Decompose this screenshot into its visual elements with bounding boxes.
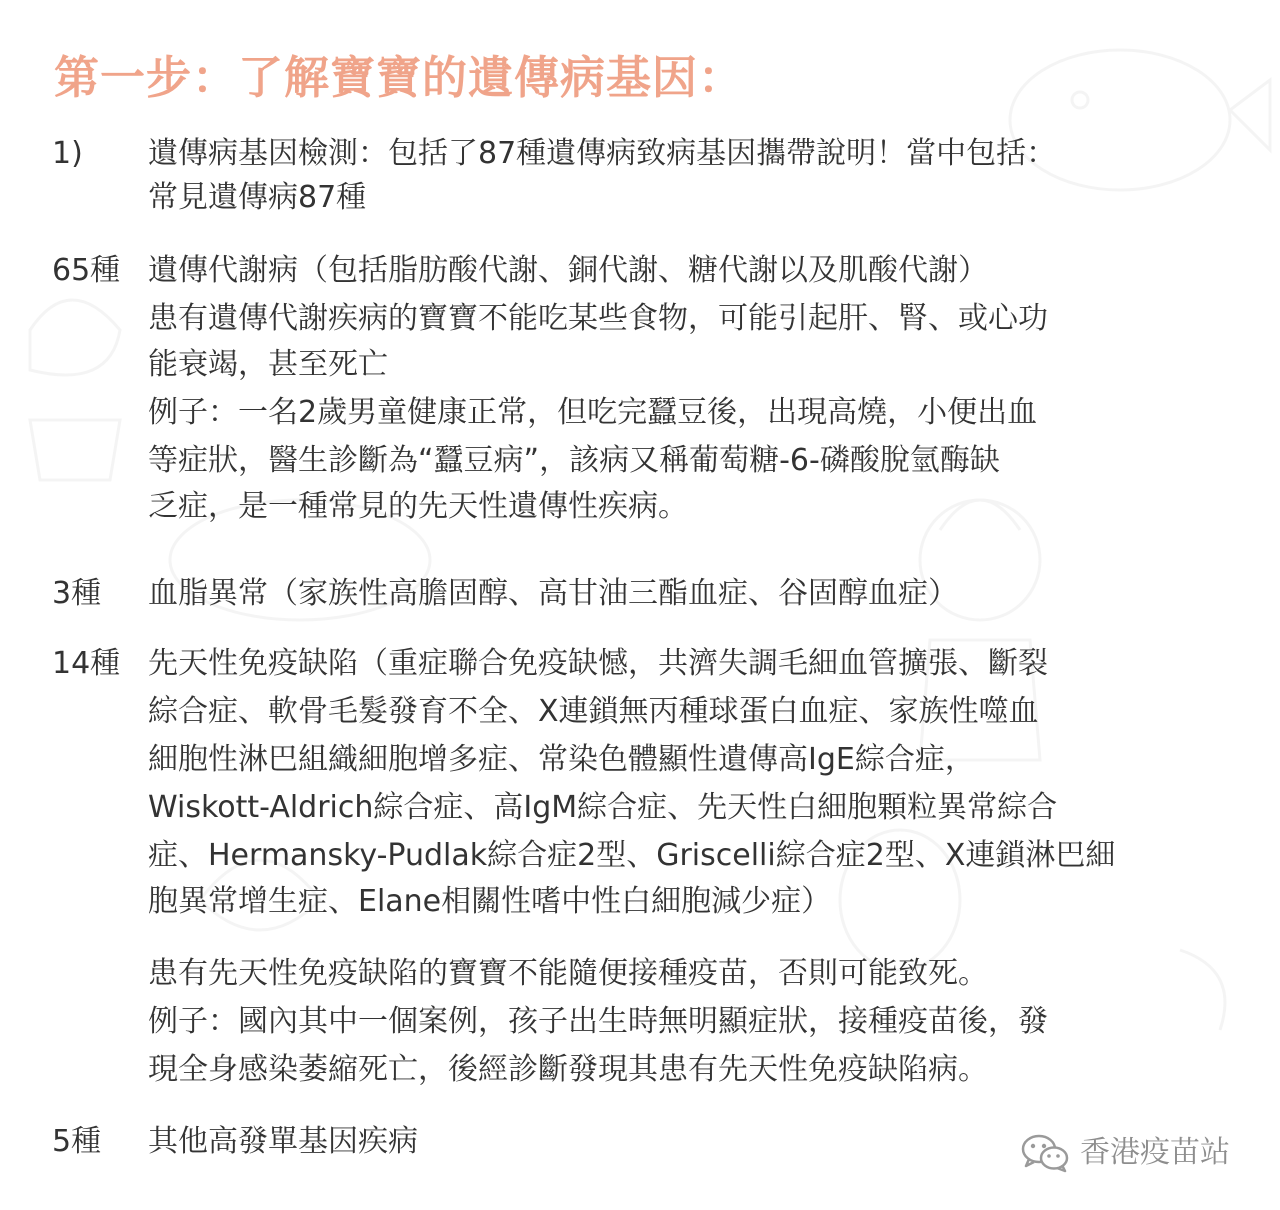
section-2-line-1: 遺傳代謝病（包括脂肪酸代謝、銅代謝、糖代謝以及肌酸代謝） (148, 253, 988, 288)
section-4-line-6: 胞異常增生症、Elane相關性嗜中性白細胞減少症） (148, 884, 832, 919)
section-4-line-3: 細胞性淋巴組織細胞增多症、常染色體顯性遺傳高IgE綜合症， (148, 742, 975, 777)
section-3-line-1: 血脂異常（家族性高膽固醇、高甘油三酯血症、谷固醇血症） (148, 576, 958, 611)
section-label-3: 3種 (52, 576, 102, 611)
section-2-line-4: 例子：一名2歲男童健康正常，但吃完蠶豆後，出現高燒，小便出血 (148, 395, 1038, 430)
section-label-2: 65種 (52, 253, 121, 288)
section-4-line-1: 先天性免疫缺陷（重症聯合免疫缺憾，共濟失調毛細血管擴張、斷裂 (148, 646, 1048, 681)
section-label-5: 5種 (52, 1124, 102, 1159)
section-2-line-5: 等症狀，醫生診斷為“蠶豆病”，該病又稱葡萄糖-6-磷酸脫氫酶缺 (148, 443, 1000, 478)
watermark-text: 香港疫苗站 (1080, 1135, 1230, 1170)
wechat-icon (1020, 1133, 1070, 1173)
section-4-extra-line-1: 患有先天性免疫缺陷的寶寶不能隨便接種疫苗，否則可能致死。 (148, 956, 988, 991)
watermark (1020, 1133, 1230, 1173)
section-label-4: 14種 (52, 646, 121, 681)
section-4-extra-line-3: 現全身感染萎縮死亡，後經診斷發現其患有先天性免疫缺陷病。 (148, 1052, 988, 1087)
section-4-extra-line-2: 例子：國內其中一個案例，孩子出生時無明顯症狀，接種疫苗後，發 (148, 1004, 1048, 1039)
page-title: 第一步：了解寶寶的遺傳病基因： (54, 51, 745, 104)
section-2-line-2: 患有遺傳代謝疾病的寶寶不能吃某些食物，可能引起肝、腎、或心功 (148, 301, 1048, 336)
section-1-line-1: 遺傳病基因檢測：包括了87種遺傳病致病基因攜帶說明！當中包括： (148, 136, 1057, 171)
section-2-line-6: 乏症，是一種常見的先天性遺傳性疾病。 (148, 489, 688, 524)
section-label-1: 1) (52, 136, 83, 171)
section-2-line-3: 能衰竭，甚至死亡 (148, 347, 388, 382)
section-4-line-2: 綜合症、軟骨毛髮發育不全、X連鎖無丙種球蛋白血症、家族性噬血 (148, 694, 1039, 729)
section-5-line-1: 其他高發單基因疾病 (148, 1124, 418, 1159)
section-4-line-4: Wiskott-Aldrich綜合症、高IgM綜合症、先天性白細胞顆粒異常綜合 (148, 790, 1058, 825)
section-4-line-5: 症、Hermansky-Pudlak綜合症2型、Griscelli綜合症2型、X連鎖淋巴細 (148, 838, 1116, 873)
section-1-line-2: 常見遺傳病87種 (148, 180, 367, 215)
